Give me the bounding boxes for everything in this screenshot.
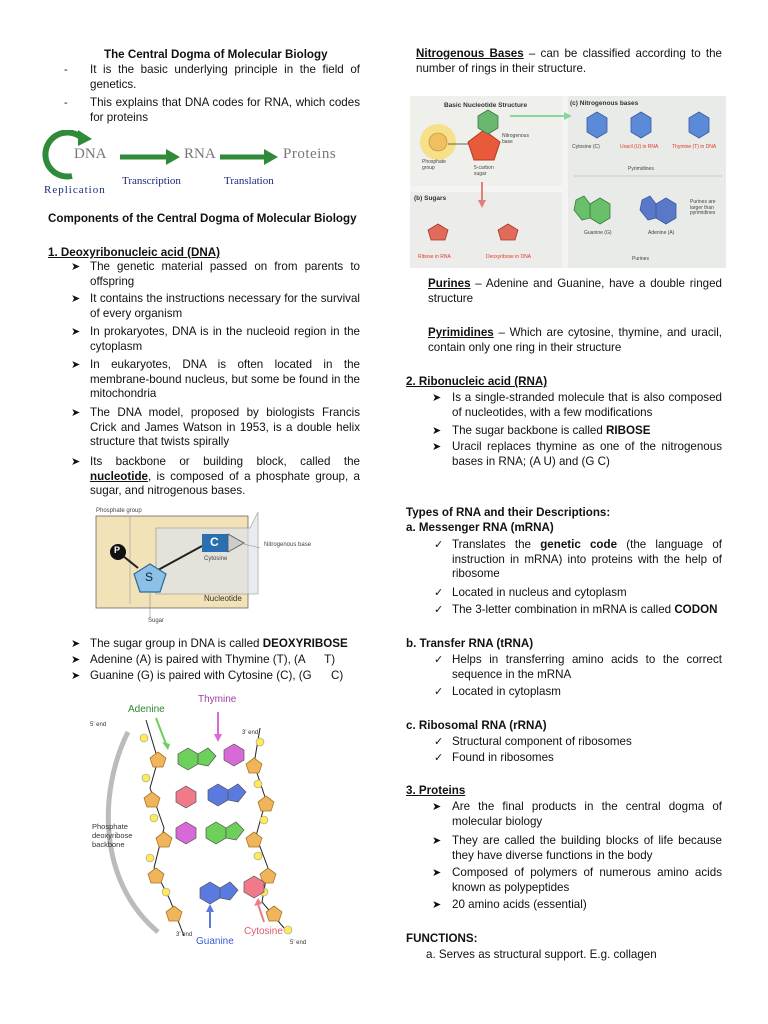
replication-label: Replication	[44, 184, 106, 196]
dash-marker: -	[64, 97, 68, 109]
dna-bullet-4: In eukaryotes, DNA is often located in the membrane-bound nucleus, but some be found in the mitochondria	[90, 358, 360, 400]
cytosine-helix-label: Cytosine	[244, 926, 283, 937]
arrow-bullet: ➤	[71, 326, 81, 338]
dna-bullet-5: The DNA model, proposed by biologists Francis Crick and James Watson in 1953, is a double helix structure that twists spirally	[90, 406, 360, 448]
purines-note: Purines are larger than pyrimidines	[690, 199, 716, 216]
nitro-base-label: Nitrogenous base	[502, 133, 529, 145]
functions-heading: FUNCTIONS:	[406, 932, 478, 945]
arrow-bullet: ➤	[71, 456, 81, 468]
dna-bullet-3: In prokaryotes, DNA is in the nucleoid region in the cytoplasm	[90, 325, 360, 353]
purines-fig-label: Purines	[632, 256, 649, 262]
dna-bullet-2: It contains the instructions necessary for the survival of every organism	[90, 292, 360, 320]
thymine-label: Thymine	[198, 694, 237, 705]
adenine-label: Adenine	[128, 704, 165, 715]
protein-bullet-2: They are called the building blocks of life because they have diverse functions in the body	[452, 834, 722, 862]
five-carbon-label: 5-carbon sugar	[474, 165, 494, 177]
check-bullet: ✓	[434, 654, 444, 666]
rrna-check-1: Structural component of ribosomes	[452, 735, 632, 748]
three-end-top: 3' end	[242, 730, 259, 736]
phosphate-group-label: Phosphate group	[96, 508, 142, 514]
arrow-bullet: ➤	[71, 638, 81, 650]
arrow-bullet: ➤	[432, 801, 442, 813]
arrow-bullet: ➤	[71, 261, 81, 273]
pair-gc-line: Guanine (G) is paired with Cytosine (C), (G C)	[90, 669, 344, 682]
trna-check-2: Located in cytoplasm	[452, 685, 561, 698]
intro-item-1: It is the basic underlying principle in the field of genetics.	[90, 63, 360, 91]
check-bullet: ✓	[434, 686, 444, 698]
pyrimidines-para: Pyrimidines – Which are cytosine, thymine, and uracil, contain only one ring in their structure	[428, 326, 722, 354]
b-sugars-title: (b) Sugars	[414, 195, 447, 202]
three-end-bottom: 3' end	[176, 932, 193, 938]
check-bullet: ✓	[434, 539, 444, 551]
dna-label: DNA	[74, 146, 107, 162]
rna-label: RNA	[184, 146, 216, 162]
backbone-label: Phosphate deoxyribose backbone	[92, 822, 133, 849]
cytosine-fig-label: Cytosine (C)	[572, 144, 600, 150]
cytosine-label: Cytosine	[204, 556, 228, 562]
arrow-bullet: ➤	[432, 392, 442, 404]
dna-bullet-1: The genetic material passed on from parents to offspring	[90, 260, 360, 288]
arrow-bullet: ➤	[71, 293, 81, 305]
central-dogma-diagram	[42, 130, 362, 198]
mrna-check-1: Translates the genetic code (the language of instruction in mRNA) into proteins with the help of ribosome	[452, 538, 722, 580]
transcription-label: Transcription	[122, 175, 181, 187]
arrow-bullet: ➤	[71, 359, 81, 371]
deoxyribose-label: Deoxyribose in DNA	[486, 254, 532, 260]
uracil-fig-label: Uracil (U) in RNA	[620, 144, 659, 150]
functions-item-a: a. Serves as structural support. E.g. collagen	[426, 948, 657, 961]
dash-marker: -	[64, 64, 68, 76]
dna-bullet-6: Its backbone or building block, called the nucleotide, is composed of a phosphate group, a sugar, and nitrogenous bases.	[90, 455, 360, 497]
trna-heading: b. Transfer RNA (tRNA)	[406, 637, 534, 650]
dna-helix-diagram	[88, 692, 320, 952]
dna-heading: 1. Deoxyribonucleic acid (DNA)	[48, 246, 221, 259]
mrna-check-2: Located in nucleus and cytoplasm	[452, 586, 627, 599]
check-bullet: ✓	[434, 587, 444, 599]
rrna-heading: c. Ribosomal RNA (rRNA)	[406, 719, 547, 732]
protein-bullet-1: Are the final products in the central dogma of molecular biology	[452, 800, 722, 828]
sugar-label: Sugar	[148, 618, 165, 624]
arrow-bullet: ➤	[432, 425, 442, 437]
nucleotide-label: Nucleotide	[204, 594, 242, 603]
c-nitrogenous-title: (c) Nitrogenous bases	[570, 100, 639, 107]
adenine-fig-label: Adenine (A)	[648, 230, 675, 236]
arrow-bullet: ➤	[71, 670, 81, 682]
five-end-top: 5' end	[90, 722, 107, 728]
arrow-bullet: ➤	[432, 867, 442, 879]
document-title: The Central Dogma of Molecular Biology	[104, 48, 328, 61]
cytosine-symbol: C	[210, 535, 219, 549]
arrow-bullet: ➤	[71, 654, 81, 666]
check-bullet: ✓	[434, 604, 444, 616]
nucleotide-diagram	[92, 506, 318, 626]
protein-bullet-4: 20 amino acids (essential)	[452, 898, 587, 911]
ribose-label: Ribose in RNA	[418, 254, 451, 260]
rrna-check-2: Found in ribosomes	[452, 751, 554, 764]
translation-label: Translation	[224, 175, 274, 187]
nitrogenous-bases-diagram	[410, 96, 726, 268]
mrna-heading: a. Messenger RNA (mRNA)	[406, 521, 554, 534]
check-bullet: ✓	[434, 752, 444, 764]
arrow-bullet: ➤	[432, 441, 442, 453]
arrow-bullet: ➤	[71, 407, 81, 419]
proteins-label: Proteins	[283, 146, 337, 162]
nitrogenous-bases-para: Nitrogenous Bases – can be classified according to the number of rings in their structure.	[416, 47, 722, 75]
arrow-bullet: ➤	[432, 835, 442, 847]
nitrogenous-base-label: Nitrogenous base	[264, 542, 312, 548]
phosphate-symbol: P	[114, 545, 121, 555]
basic-structure-title: Basic Nucleotide Structure	[444, 102, 528, 109]
pair-at-line: Adenine (A) is paired with Thymine (T), (A T)	[90, 653, 336, 666]
thymine-fig-label: Thymine (T) in DNA	[672, 144, 717, 150]
pyrimidines-fig-label: Pyrimidines	[628, 166, 654, 172]
mrna-check-3: The 3-letter combination in mRNA is called CODON	[452, 603, 718, 616]
trna-check-1: Helps in transferring amino acids to the correct sequence in the mRNA	[452, 653, 722, 681]
types-heading: Types of RNA and their Descriptions:	[406, 506, 611, 519]
sugar-symbol: S	[145, 570, 154, 584]
phosphate-label: Phosphate group	[422, 159, 446, 171]
intro-item-2: This explains that DNA codes for RNA, which codes for proteins	[90, 96, 360, 124]
purines-para: Purines – Adenine and Guanine, have a double ringed structure	[428, 277, 722, 305]
arrow-bullet: ➤	[432, 899, 442, 911]
rna-heading: 2. Ribonucleic acid (RNA)	[406, 375, 548, 388]
guanine-fig-label: Guanine (G)	[584, 230, 612, 236]
components-heading: Components of the Central Dogma of Molecular Biology	[48, 212, 357, 225]
protein-bullet-3: Composed of polymers of numerous amino acids known as polypeptides	[452, 866, 722, 894]
five-end-bottom: 5' end	[290, 940, 307, 946]
nucleotide-term: nucleotide	[90, 469, 148, 483]
guanine-label: Guanine	[196, 936, 234, 947]
rna-bullet-3: Uracil replaces thymine as one of the nitrogenous bases in RNA; (A U) and (G C)	[452, 440, 722, 468]
rna-bullet-2: The sugar backbone is called RIBOSE	[452, 424, 651, 437]
dna-sugar-line: The sugar group in DNA is called DEOXYRIBOSE	[90, 637, 348, 650]
check-bullet: ✓	[434, 736, 444, 748]
rna-bullet-1: Is a single-stranded molecule that is also composed of nucleotides, with a few modifications	[452, 391, 722, 419]
proteins-heading: 3. Proteins	[406, 784, 466, 797]
